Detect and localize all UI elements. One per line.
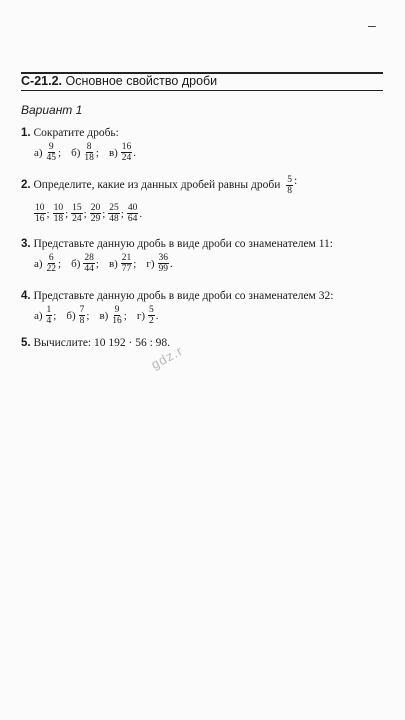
- task-1-item-c: в) $\frac{16}{24}$ .: [108, 142, 137, 163]
- task-3-items: [34, 253, 183, 274]
- corner-mark: –: [368, 17, 376, 33]
- task-1-items: [34, 142, 146, 163]
- variant-label: Вариант 1: [21, 103, 83, 117]
- task-4-item-a: а) $\frac{1}{4}$ ;: [34, 305, 57, 326]
- task-3-number: 3.: [21, 238, 31, 250]
- task-1-text: Сократите дробь:: [33, 127, 119, 139]
- task-3-text: Представьте данную дробь в виде дроби со знаменателем 11:: [33, 238, 333, 250]
- task-2-item: $\frac{15}{24}$ ;: [72, 203, 87, 224]
- task-2-target-fraction: $\frac{5}{8}$ :: [287, 175, 298, 196]
- fraction: $\frac{9}{45}$: [46, 142, 57, 163]
- task-3-item-c: в) $\frac{21}{77}$ ;: [108, 253, 137, 274]
- task-3-item-b: б) $\frac{28}{44}$ ;: [71, 253, 99, 274]
- task-5-text: Вычислите: 10 192 · 56 : 98.: [33, 337, 171, 349]
- section-title: Основное свойство дроби: [65, 74, 218, 88]
- task-2-item: $\frac{25}{48}$ ;: [109, 203, 124, 224]
- task-4-number: 4.: [21, 290, 31, 302]
- task-4-item-b: б) $\frac{7}{8}$ ;: [66, 305, 90, 326]
- fraction: $\frac{8}{18}$: [84, 142, 94, 163]
- task-3: [21, 238, 333, 250]
- task-3-item-d: г) $\frac{36}{99}$ .: [146, 253, 173, 274]
- task-2-items: [34, 203, 145, 224]
- section-heading: [21, 74, 217, 88]
- header-bottom-rule: [21, 90, 383, 91]
- task-4-text: Представьте данную дробь в виде дроби со знаменателем 32:: [33, 290, 334, 302]
- task-3-item-a: а) $\frac{6}{22}$ ;: [34, 253, 62, 274]
- watermark: gdz.r: [148, 342, 186, 373]
- section-code: С-21.2.: [21, 74, 62, 88]
- task-5-number: 5.: [21, 337, 31, 349]
- task-4-item-d: г) $\frac{5}{2}$ .: [136, 305, 159, 326]
- task-5: [21, 337, 170, 349]
- task-2-item: $\frac{10}{16}$ ;: [35, 203, 50, 224]
- task-4: [21, 290, 333, 302]
- task-2-item: $\frac{40}{64}$ .: [127, 203, 143, 224]
- task-2-number: 2.: [21, 179, 31, 192]
- task-4-items: [34, 305, 169, 326]
- fraction: $\frac{16}{24}$: [121, 142, 132, 163]
- task-1-number: 1.: [21, 127, 31, 139]
- task-2: [21, 175, 297, 196]
- task-2-item: $\frac{20}{29}$ ;: [90, 203, 106, 224]
- task-2-item: $\frac{10}{18}$ ;: [53, 203, 69, 224]
- task-1-item-a: а) $\frac{9}{45}$ ;: [34, 142, 62, 163]
- task-4-item-c: в) $\frac{9}{16}$ ;: [99, 305, 127, 326]
- task-2-text: Определите, какие из данных дробей равны дроби: [33, 179, 281, 192]
- task-1-item-b: б) $\frac{8}{18}$ ;: [71, 142, 99, 163]
- task-1: [21, 127, 119, 139]
